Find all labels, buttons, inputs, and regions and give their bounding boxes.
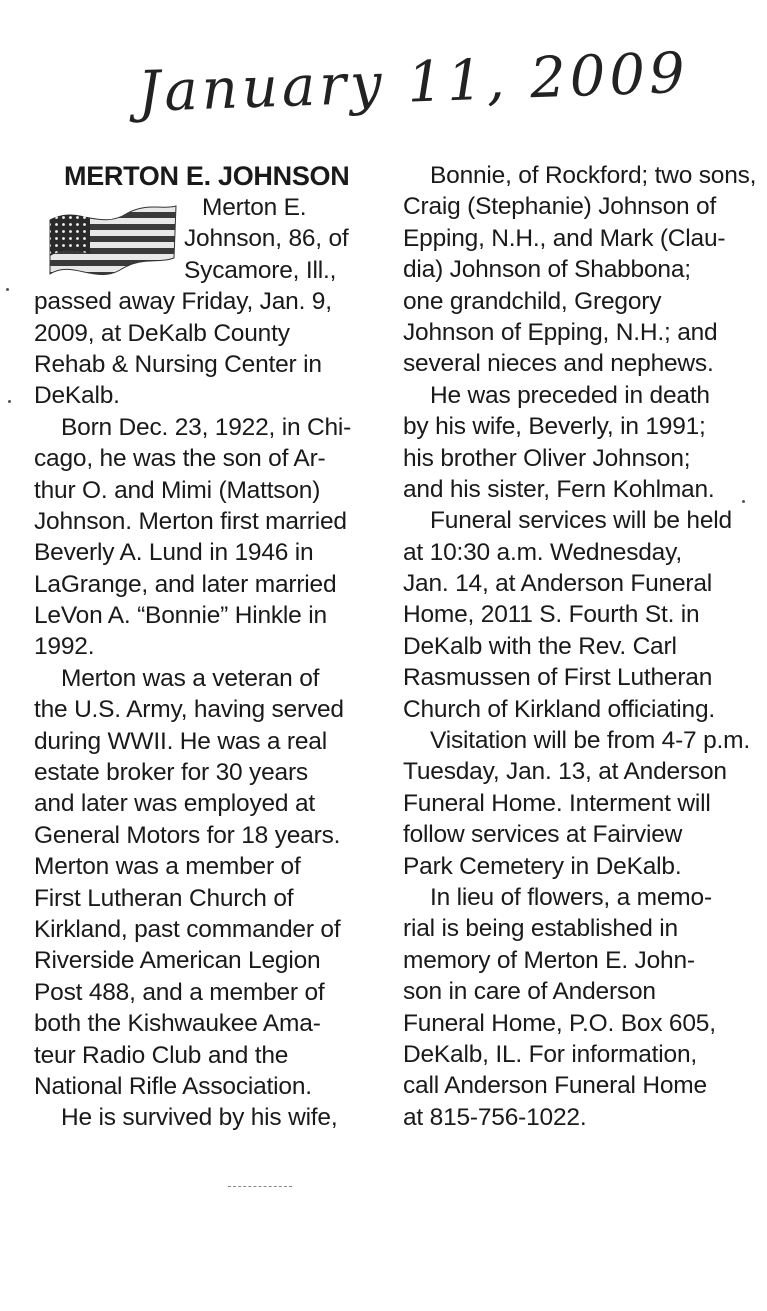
handwritten-date: January 11, 2009 [136,40,690,125]
text-line: Post 488, and a member of [34,978,325,1006]
text-line: Funeral Home, P.O. Box 605, [403,1009,716,1037]
text-line: estate broker for 30 years [34,759,308,787]
text-line: Craig (Stephanie) Johnson of [403,193,717,221]
text-line: teur Radio Club and the [34,1041,289,1069]
scan-speck [742,500,745,503]
text-line: Beverly A. Lund in 1946 in [34,539,314,567]
text-line: several nieces and nephews. [403,350,714,378]
text-line: Jan. 14, at Anderson Funeral [403,570,713,598]
text-line: passed away Friday, Jan. 9, [34,288,332,316]
text-line: Funeral services will be held [430,507,732,535]
text-line: call Anderson Funeral Home [403,1072,707,1100]
text-line: Kirkland, past commander of [34,915,341,943]
paragraph-funeral [403,505,751,725]
text-line: DeKalb. [34,382,120,410]
left-column [34,160,384,1134]
text-line: both the Kishwaukee Ama- [34,1010,321,1038]
text-line: Visitation will be from 4-7 p.m. [430,727,750,755]
text-line: thur O. and Mimi (Mattson) [34,476,321,504]
text-line: son in care of Anderson [403,978,656,1006]
text-line: follow services at Fairview [403,821,683,849]
paragraph-career [34,663,384,1102]
text-line: Riverside American Legion [34,947,321,975]
text-line: Sycamore, Ill., [184,256,337,284]
text-line: General Motors for 18 years. [34,821,341,849]
paragraph-memorial [403,882,751,1133]
text-line: DeKalb with the Rev. Carl [403,632,677,660]
text-line: Rasmussen of First Lutheran [403,664,713,692]
text-line: cago, he was the son of Ar- [34,445,326,473]
text-line: National Rifle Association. [34,1072,312,1100]
paragraph-survivors [403,160,757,380]
scan-speck [6,288,9,291]
text-line: one grandchild, Gregory [403,287,662,315]
text-line: at 10:30 a.m. Wednesday, [403,538,682,566]
text-line: He was preceded in death [430,381,710,409]
text-line: LaGrange, and later married [34,570,337,598]
text-line: during WWII. He was a real [34,727,327,755]
text-line: Merton was a member of [34,853,301,881]
scan-speck [8,400,11,403]
text-line: First Lutheran Church of [34,884,294,912]
paragraph-preceded [403,380,751,506]
text-line: Tuesday, Jan. 13, at Anderson [403,758,727,786]
text-line: 2009, at DeKalb County [34,319,290,347]
text-line: In lieu of flowers, a memo- [430,883,712,911]
text-line: Johnson, 86, of [184,225,349,253]
text-line: LeVon A. “Bonnie” Hinkle in [34,602,327,630]
text-line: Epping, N.H., and Mark (Clau- [403,224,726,252]
text-line: He is survived by his wife, [61,1104,338,1132]
text-line: Park Cemetery in DeKalb. [403,852,682,880]
text-line: dia) Johnson of Shabbona; [403,256,691,284]
paragraph-birth [34,412,384,663]
divider-rule [228,1186,292,1187]
paragraph-visitation [403,725,751,882]
text-line: Merton E. [202,194,307,221]
text-line: Johnson of Epping, N.H.; and [403,318,718,346]
text-line: Bonnie, of Rockford; two sons, [430,162,757,189]
text-line: and his sister, Fern Kohlman. [403,475,715,503]
text-line: at 815-756-1022. [403,1103,587,1131]
paragraph-survived [34,1102,384,1133]
text-line: Rehab & Nursing Center in [34,350,322,378]
text-line: 1992. [34,633,95,661]
obituary-headline: MERTON E. JOHNSON [64,161,350,191]
first-paragraph [34,192,384,412]
text-line: the U.S. Army, having served [34,696,344,724]
text-line: Born Dec. 23, 1922, in Chi- [61,413,352,441]
text-line: memory of Merton E. John- [403,946,695,974]
text-line: rial is being established in [403,915,678,943]
text-line: and later was employed at [34,790,315,818]
text-line: DeKalb, IL. For information, [403,1040,697,1068]
right-column [403,160,757,1133]
text-line: by his wife, Beverly, in 1991; [403,413,706,441]
text-line: Funeral Home. Interment will [403,789,711,817]
text-line: Johnson. Merton first married [34,507,347,535]
text-line: Home, 2011 S. Fourth St. in [403,601,700,629]
text-line: Church of Kirkland officiating. [403,695,716,723]
text-line: Merton was a veteran of [61,664,320,692]
text-line: his brother Oliver Johnson; [403,444,691,472]
